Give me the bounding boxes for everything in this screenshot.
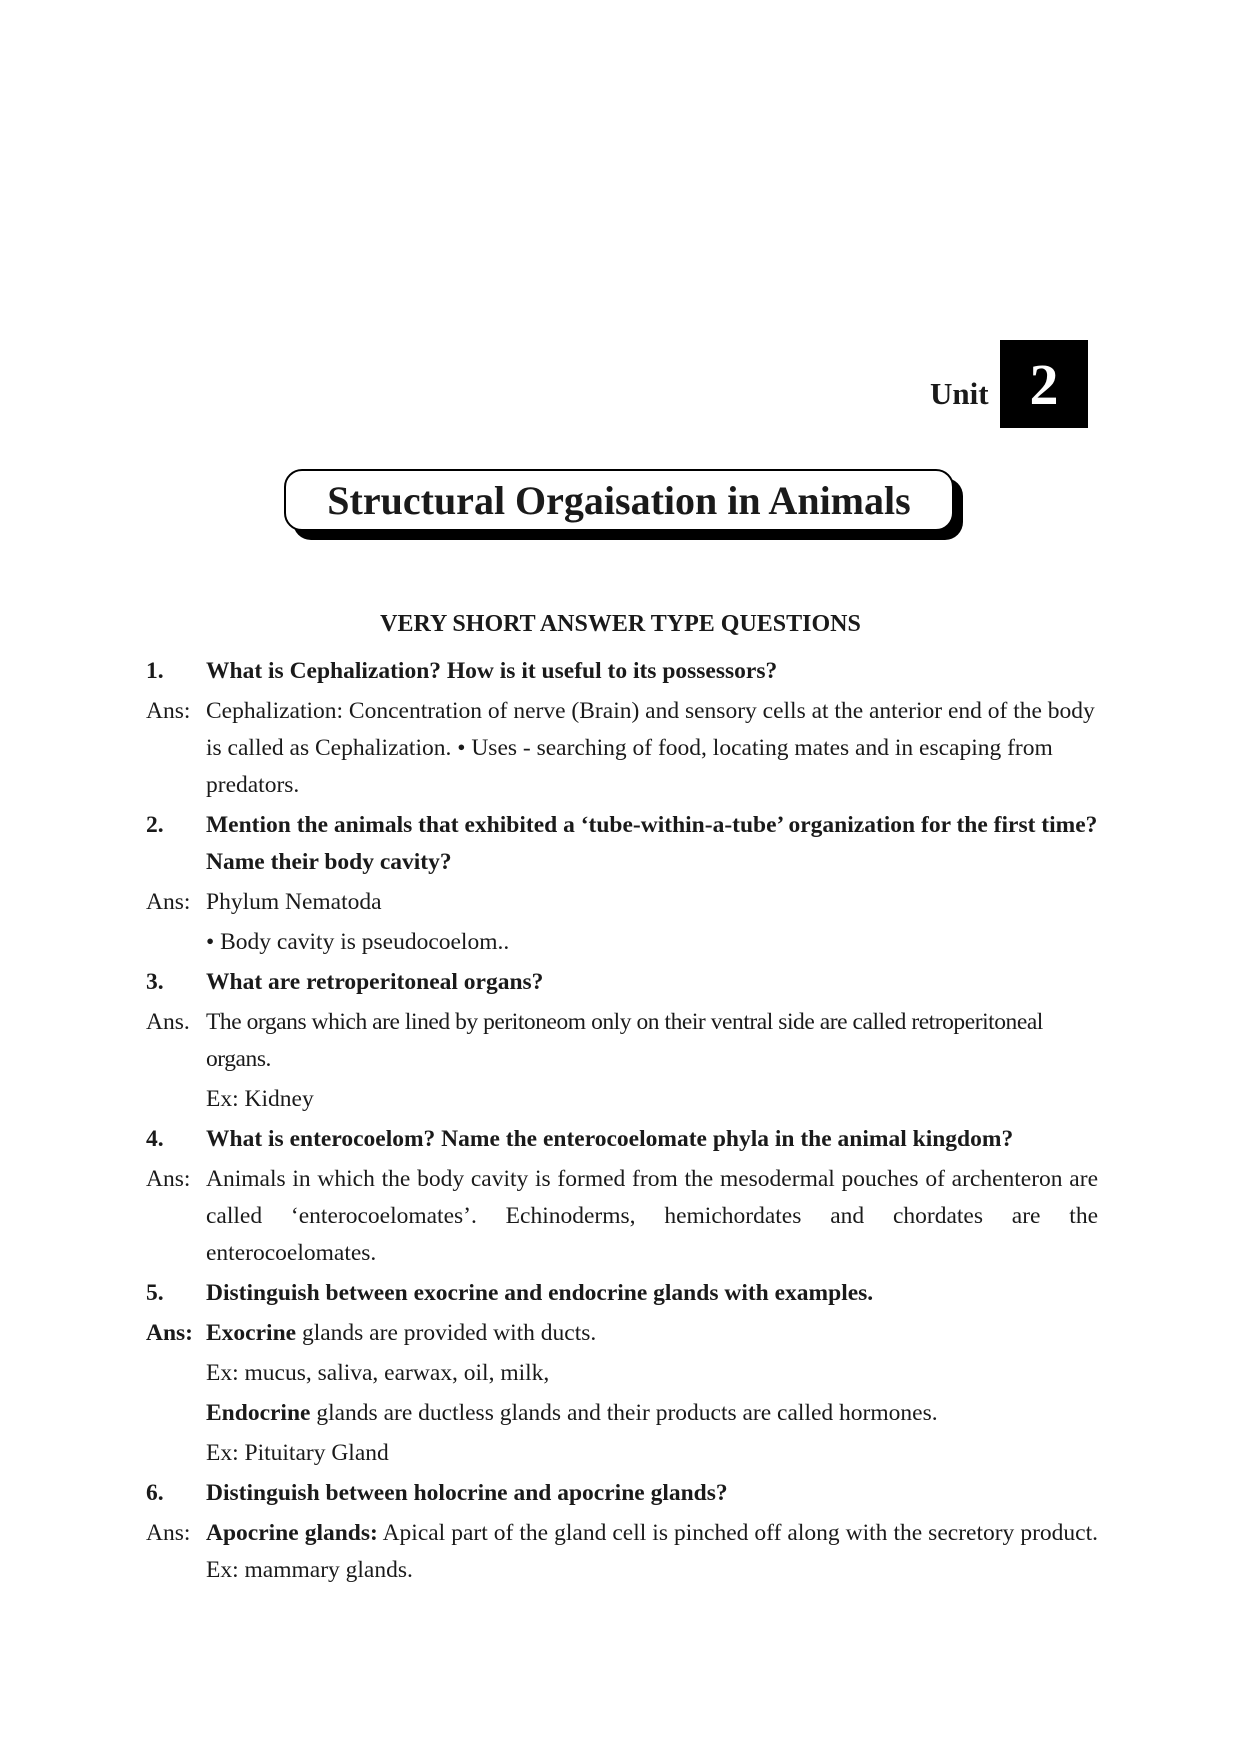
answer-text: Cephalization: Concentration of nerve (Brain) and sensory cells at the anterior end of the body is called as Cephalization. • Uses - searching of food, locating mates and in escaping from predators.: [206, 698, 1095, 798]
question-number: 3.: [146, 969, 164, 995]
answer-label: Ans.: [146, 1009, 190, 1035]
answer-text: [206, 1315, 1098, 1352]
question-1: [146, 653, 1098, 690]
answer-label: Ans:: [146, 698, 191, 724]
question-5: [146, 1275, 1098, 1312]
endocrine-text: glands are ductless glands and their products are called hormones.: [310, 1400, 938, 1426]
exocrine-term: Exocrine: [206, 1320, 297, 1346]
answer-4: [146, 1161, 1098, 1272]
exocrine-text: glands are provided with ducts.: [296, 1320, 597, 1346]
endocrine-example: Ex: Pituitary Gland: [206, 1440, 389, 1466]
answer-5: [146, 1315, 1098, 1352]
answer-3: [146, 1004, 1098, 1078]
answer-text: [206, 1515, 1098, 1589]
endocrine-term: Endocrine: [206, 1400, 311, 1426]
section-heading: VERY SHORT ANSWER TYPE QUESTIONS: [380, 611, 861, 637]
answer-3-example: Ex: Kidney: [206, 1086, 314, 1112]
question-text: Mention the animals that exhibited a ‘tube-within-a-tube’ organization for the first time? Name their body cavity?: [206, 812, 1098, 875]
unit-label: Unit: [930, 376, 989, 411]
question-number: 2.: [146, 812, 164, 838]
answer-2-point: • Body cavity is pseudocoelom..: [206, 929, 510, 955]
question-6: [146, 1475, 1098, 1512]
question-text: What is enterocoelom? Name the enterocoelomate phyla in the animal kingdom?: [206, 1126, 1014, 1152]
chapter-title: Structural Orgaisation in Animals: [284, 469, 954, 531]
question-text: Distinguish between holocrine and apocrine glands?: [206, 1480, 728, 1506]
answer-label: Ans:: [146, 889, 191, 915]
unit-number-badge: 2: [1000, 340, 1088, 428]
answer-1: [146, 693, 1098, 804]
answer-2: [146, 884, 1098, 921]
question-text: What are retroperitoneal organs?: [206, 969, 544, 995]
question-3: [146, 964, 1098, 1001]
exocrine-example: Ex: mucus, saliva, earwax, oil, milk,: [206, 1360, 550, 1386]
question-number: 1.: [146, 658, 164, 684]
answer-label: Ans:: [146, 1520, 191, 1546]
answer-6: [146, 1515, 1098, 1589]
question-list: [146, 650, 1098, 1589]
question-text: Distinguish between exocrine and endocrine glands with examples.: [206, 1280, 874, 1306]
apocrine-text: Apical part of the gland cell is pinched off along with the secretory product. Ex: mammary glands.: [206, 1520, 1098, 1583]
answer-label: Ans:: [146, 1166, 191, 1192]
apocrine-term: Apocrine glands:: [206, 1520, 378, 1546]
answer-label: Ans:: [146, 1320, 194, 1346]
question-2: [146, 807, 1098, 881]
answer-text: Animals in which the body cavity is formed from the mesodermal pouches of archenteron are called ‘enterocoelomates’. Echinoderms, hemichordates and chordates are the enterocoelomates.: [206, 1166, 1098, 1266]
chapter-title-frame: [284, 469, 954, 531]
question-number: 4.: [146, 1126, 164, 1152]
question-text: What is Cephalization? How is it useful to its possessors?: [206, 658, 778, 684]
question-4: [146, 1121, 1098, 1158]
answer-text: The organs which are lined by peritoneom only on their ventral side are called retroperitoneal organs.: [206, 1009, 1043, 1072]
answer-text: Phylum Nematoda: [206, 889, 382, 915]
question-number: 6.: [146, 1480, 164, 1506]
question-number: 5.: [146, 1280, 164, 1306]
endocrine-line: [206, 1395, 1098, 1432]
